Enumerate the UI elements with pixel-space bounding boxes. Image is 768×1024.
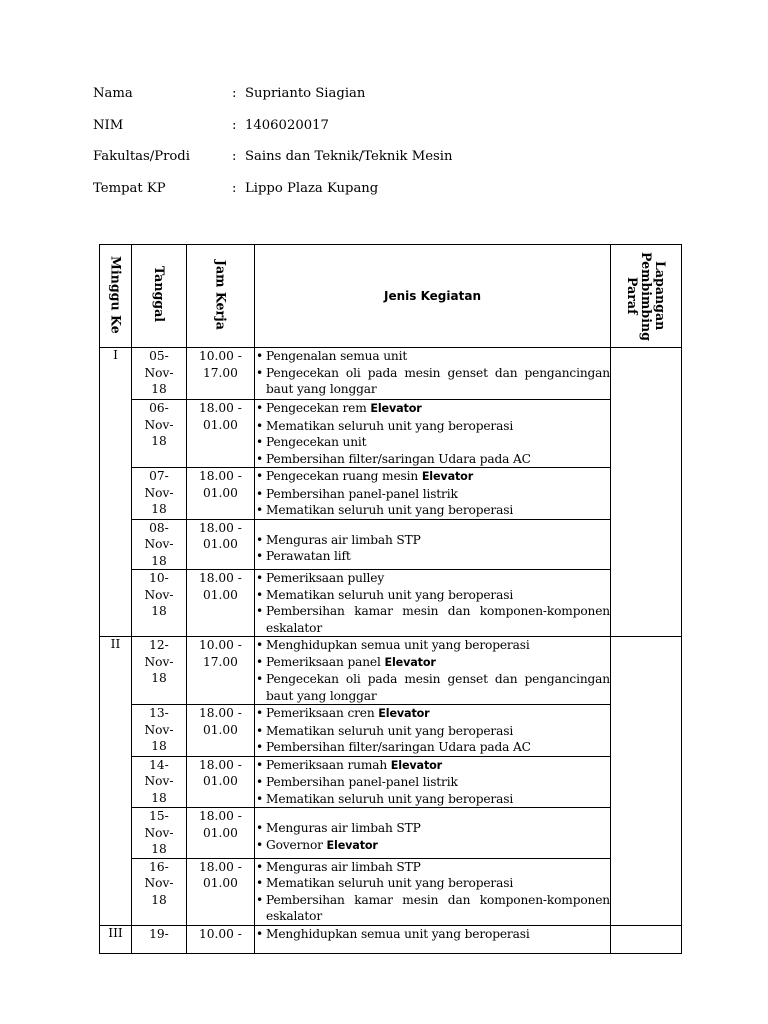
- date-line: 14-: [149, 757, 169, 772]
- info-label: Nama: [93, 86, 133, 101]
- activity-cell: [255, 637, 611, 705]
- week-number: II: [100, 637, 132, 926]
- date-cell: [132, 756, 187, 808]
- date-line: 18: [151, 502, 167, 516]
- activity-text: Pembersihan kamar mesin dan komponen-komponen eskalator: [266, 892, 610, 923]
- header-jam-kerja: Jam Kerja: [187, 245, 255, 348]
- activity-text: Governor: [266, 837, 327, 852]
- date-line: 18: [151, 604, 167, 618]
- equipment-name: Elevator: [326, 838, 378, 852]
- jam-line: 01.00: [203, 587, 238, 602]
- info-label: Tempat KP: [93, 180, 166, 196]
- equipment-name: Elevator: [390, 758, 443, 772]
- date-line: 05-: [149, 349, 169, 363]
- activity-text: Mematikan seluruh unit yang beroperasi: [266, 876, 514, 890]
- table-row: [100, 925, 682, 953]
- activity-text: Menghidupkan semua unit yang beroperasi: [266, 926, 530, 941]
- activity-item: [255, 587, 610, 604]
- activity-text: Mematikan seluruh unit yang beroperasi: [266, 723, 514, 738]
- activity-text: Pembersihan filter/saringan Udara pada AC: [266, 451, 531, 466]
- activity-list: [255, 348, 610, 398]
- date-line: Nov-: [144, 417, 174, 432]
- activity-text: Mematikan seluruh unit yang beroperasi: [266, 503, 514, 517]
- activity-item: [255, 723, 610, 740]
- jam-line: 01.00: [203, 876, 238, 890]
- jam-kerja-cell: [187, 348, 255, 400]
- activity-cell: [255, 808, 611, 859]
- activity-text: Mematikan seluruh unit yang beroperasi: [266, 418, 514, 433]
- jam-line: 18.00 -: [199, 469, 242, 483]
- date-line: 07-: [149, 469, 169, 483]
- date-line: 06-: [149, 401, 169, 415]
- equipment-name: Elevator: [384, 655, 436, 669]
- jam-line: 18.00 -: [199, 706, 242, 720]
- info-colon: :: [232, 180, 237, 196]
- date-line: Nov-: [144, 537, 174, 551]
- date-line: 18: [151, 842, 167, 856]
- activity-list: [255, 400, 610, 467]
- activity-item: [255, 468, 610, 486]
- jam-line: 01.00: [203, 722, 238, 737]
- table-row: [100, 570, 682, 637]
- date-line: Nov-: [144, 825, 174, 840]
- activity-text: Pengecekan ruang mesin: [266, 469, 422, 483]
- activity-text: Menghidupkan semua unit yang beroperasi: [266, 638, 530, 652]
- activity-item: [255, 757, 610, 775]
- date-line: 19-: [149, 926, 169, 941]
- date-cell: [132, 400, 187, 468]
- table-row: [100, 400, 682, 468]
- date-line: Nov-: [144, 654, 174, 669]
- jam-line: 10.00 -: [199, 926, 242, 941]
- jam-line: 01.00: [203, 485, 238, 500]
- info-label: NIM: [93, 117, 124, 133]
- activity-item: [255, 774, 610, 791]
- jam-kerja-cell: [187, 468, 255, 520]
- jam-line: 17.00: [203, 365, 238, 380]
- activity-cell: [255, 705, 611, 757]
- table-row: [100, 756, 682, 808]
- activity-text: Pengecekan oli pada mesin genset dan pengancingan baut yang longgar: [266, 365, 610, 396]
- date-line: Nov-: [144, 774, 174, 788]
- header-minggu-ke: Minggu Ke: [100, 245, 132, 348]
- date-cell: [132, 705, 187, 757]
- activity-text: Pemeriksaan cren: [266, 706, 379, 720]
- activity-item: [255, 348, 610, 365]
- jam-kerja-cell: [187, 519, 255, 570]
- jam-kerja-cell: [187, 858, 255, 925]
- activity-text: Mematikan seluruh unit yang beroperasi: [266, 791, 514, 806]
- activity-item: [255, 820, 610, 837]
- activity-cell: [255, 348, 611, 400]
- jam-kerja-cell: [187, 570, 255, 637]
- activity-item: [255, 837, 610, 855]
- date-cell: [132, 858, 187, 925]
- activity-log-table: [99, 244, 682, 954]
- jam-line: 10.00 -: [199, 638, 242, 652]
- jam-line: 18.00 -: [199, 571, 242, 585]
- activity-item: [255, 875, 610, 892]
- date-line: Nov-: [144, 876, 174, 890]
- paraf-cell: [611, 925, 682, 953]
- jam-line: 18.00 -: [199, 859, 242, 874]
- activity-cell: [255, 570, 611, 637]
- activity-text: Menguras air limbah STP: [266, 859, 421, 874]
- date-line: 15-: [149, 809, 169, 823]
- date-line: 18: [151, 382, 167, 396]
- activity-cell: [255, 756, 611, 808]
- jam-line: 17.00: [203, 654, 238, 669]
- header-tanggal: Tanggal: [132, 245, 187, 348]
- table-row: [100, 705, 682, 757]
- date-cell: [132, 637, 187, 705]
- jam-kerja-cell: [187, 400, 255, 468]
- activity-list: [255, 532, 610, 565]
- activity-text: Pembersihan panel-panel listrik: [266, 486, 458, 501]
- activity-list: [255, 570, 610, 636]
- activity-item: [255, 791, 610, 808]
- table-header-row: [100, 245, 682, 348]
- info-value: Sains dan Teknik/Teknik Mesin: [245, 149, 453, 164]
- date-line: 18: [151, 671, 167, 685]
- activity-text: Pemeriksaan pulley: [266, 571, 385, 585]
- date-line: Nov-: [144, 365, 174, 380]
- info-value: 1406020017: [245, 117, 329, 133]
- activity-item: [255, 654, 610, 672]
- date-line: 18: [151, 739, 167, 753]
- jam-line: 01.00: [203, 537, 238, 551]
- jam-line: 01.00: [203, 417, 238, 432]
- activity-cell: [255, 858, 611, 925]
- activity-item: [255, 603, 610, 636]
- activity-item: [255, 671, 610, 704]
- table-row: [100, 637, 682, 705]
- date-line: 18: [151, 790, 167, 805]
- header-jenis-kegiatan: Jenis Kegiatan: [255, 245, 611, 348]
- activity-text: Menguras air limbah STP: [266, 532, 421, 547]
- table-row: [100, 348, 682, 400]
- activity-item: [255, 926, 610, 943]
- info-colon: :: [232, 86, 237, 101]
- activity-text: Menguras air limbah STP: [266, 821, 421, 835]
- date-line: 16-: [149, 859, 169, 874]
- activity-item: [255, 570, 610, 587]
- activity-text: Pengecekan oli pada mesin genset dan pengancingan baut yang longgar: [266, 672, 610, 703]
- date-line: 08-: [149, 520, 169, 535]
- date-cell: [132, 570, 187, 637]
- jam-line: 10.00 -: [199, 349, 242, 363]
- equipment-name: Elevator: [378, 707, 430, 720]
- activity-text: Mematikan seluruh unit yang beroperasi: [266, 587, 514, 602]
- jam-line: 18.00 -: [199, 809, 242, 823]
- activity-text: Pengenalan semua unit: [266, 349, 408, 363]
- activity-item: [255, 892, 610, 925]
- activity-cell: [255, 400, 611, 468]
- jam-line: 18.00 -: [199, 520, 242, 535]
- activity-text: Pemeriksaan panel: [266, 654, 385, 669]
- date-cell: [132, 925, 187, 953]
- activity-list: [255, 705, 610, 756]
- activity-text: Pemeriksaan rumah: [266, 757, 391, 772]
- activity-item: [255, 548, 610, 565]
- activity-list: [255, 468, 610, 519]
- activity-list: [255, 926, 610, 943]
- equipment-name: Elevator: [421, 470, 474, 483]
- info-label: Fakultas/Prodi: [93, 149, 190, 164]
- activity-item: [255, 486, 610, 503]
- paraf-cell: [611, 348, 682, 637]
- activity-cell: [255, 468, 611, 520]
- jam-kerja-cell: [187, 756, 255, 808]
- jam-line: 18.00 -: [199, 401, 242, 415]
- activity-text: Pembersihan kamar mesin dan komponen-komponen eskalator: [266, 604, 610, 635]
- date-line: 13-: [149, 706, 169, 720]
- activity-item: [255, 434, 610, 451]
- jam-kerja-cell: [187, 925, 255, 953]
- activity-text: Pengecekan unit: [266, 435, 367, 449]
- date-line: 18: [151, 892, 167, 907]
- table-body: [100, 348, 682, 954]
- activity-text: Perawatan lift: [266, 549, 351, 563]
- jam-line: 18.00 -: [199, 757, 242, 772]
- date-line: Nov-: [144, 587, 174, 602]
- jam-kerja-cell: [187, 637, 255, 705]
- date-line: 12-: [149, 638, 169, 652]
- table-row: [100, 468, 682, 520]
- activity-item: [255, 451, 610, 468]
- info-value: Lippo Plaza Kupang: [245, 180, 379, 196]
- date-cell: [132, 808, 187, 859]
- activity-item: [255, 502, 610, 519]
- activity-item: [255, 705, 610, 723]
- table-row: [100, 808, 682, 859]
- jam-line: 01.00: [203, 774, 238, 788]
- jam-kerja-cell: [187, 705, 255, 757]
- activity-list: [255, 757, 610, 808]
- activity-item: [255, 637, 610, 654]
- activity-item: [255, 365, 610, 398]
- activity-text: Pembersihan panel-panel listrik: [266, 775, 458, 789]
- date-line: Nov-: [144, 722, 174, 737]
- date-line: 10-: [149, 571, 169, 585]
- activity-list: [255, 859, 610, 925]
- activity-item: [255, 400, 610, 418]
- info-colon: :: [232, 117, 237, 133]
- activity-list: [255, 637, 610, 704]
- info-colon: :: [232, 149, 237, 164]
- table-row: [100, 519, 682, 570]
- activity-item: [255, 739, 610, 756]
- date-line: 18: [151, 434, 167, 448]
- info-value: Suprianto Siagian: [245, 86, 366, 101]
- paraf-cell: [611, 637, 682, 926]
- jam-kerja-cell: [187, 808, 255, 859]
- date-cell: [132, 468, 187, 520]
- jam-line: 01.00: [203, 825, 238, 840]
- week-number: III: [100, 925, 132, 953]
- activity-text: Pembersihan filter/saringan Udara pada AC: [266, 740, 531, 754]
- activity-item: [255, 418, 610, 435]
- date-line: 18: [151, 553, 167, 568]
- table-row: [100, 858, 682, 925]
- activity-cell: [255, 519, 611, 570]
- week-number: I: [100, 348, 132, 637]
- header-paraf: Paraf Pembimbing Lapangan: [611, 245, 682, 348]
- date-cell: [132, 519, 187, 570]
- activity-cell: [255, 925, 611, 953]
- activity-item: [255, 859, 610, 876]
- activity-text: Pengecekan rem: [266, 401, 371, 415]
- date-cell: [132, 348, 187, 400]
- activity-list: [255, 820, 610, 854]
- activity-item: [255, 532, 610, 549]
- date-line: Nov-: [144, 485, 174, 500]
- equipment-name: Elevator: [370, 402, 422, 415]
